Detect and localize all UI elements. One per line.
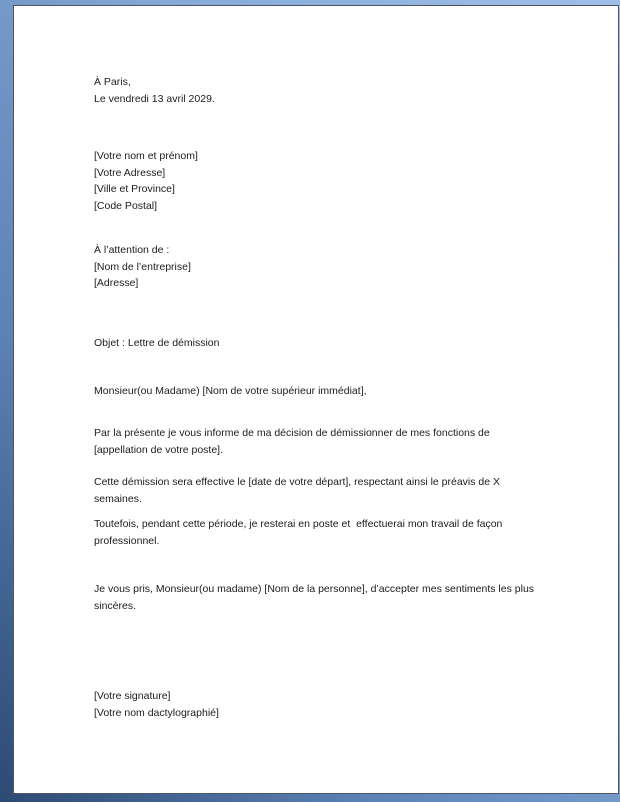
letter-page (13, 5, 619, 794)
text-line: [Code Postal] (94, 199, 158, 212)
text-line: [Votre signature] (94, 690, 171, 702)
text-line: [Votre Adresse] (94, 166, 166, 179)
text-line: [Votre nom et prénom] (94, 150, 198, 162)
salutation: Monsieur(ou Madame) [Nom de votre supérieur immédiat], (94, 385, 367, 397)
text-line: [appellation de votre poste]. (94, 443, 224, 456)
body-paragraph-2 (94, 474, 578, 507)
text-line: Je vous pris, Monsieur(ou madame) [Nom de la personne], d’accepter mes sentiments les plus (94, 583, 535, 595)
subject-line: Objet : Lettre de démission (94, 337, 220, 349)
text-line: À l’attention de : (94, 244, 170, 256)
text-line: professionnel. (94, 534, 160, 547)
text-line: [Votre nom dactylographié] (94, 706, 219, 719)
text-line: semaines. (94, 492, 142, 505)
text-line: Toutefois, pendant cette période, je resterai en poste et effectuerai mon travail de façon (94, 518, 503, 530)
text-line: sincères. (94, 599, 137, 612)
sender-address-block (94, 148, 578, 214)
signature-block (94, 688, 578, 721)
text-line: Cette démission sera effective le [date de votre départ], respectant ainsi le préavis de X (94, 476, 501, 488)
text-line: [Ville et Province] (94, 183, 175, 195)
body-paragraph-1 (94, 425, 578, 458)
text-line: [Nom de l’entreprise] (94, 260, 191, 273)
body-paragraph-4 (94, 581, 578, 614)
text-line: Le vendredi 13 avril 2029. (94, 92, 215, 105)
date-block (94, 74, 578, 107)
text-line: [Adresse] (94, 277, 139, 289)
body-paragraph-3 (94, 516, 578, 549)
text-line: Par la présente je vous informe de ma décision de démissionner de mes fonctions de (94, 427, 490, 439)
recipient-block (94, 242, 578, 292)
text-line: À Paris, (94, 76, 131, 88)
